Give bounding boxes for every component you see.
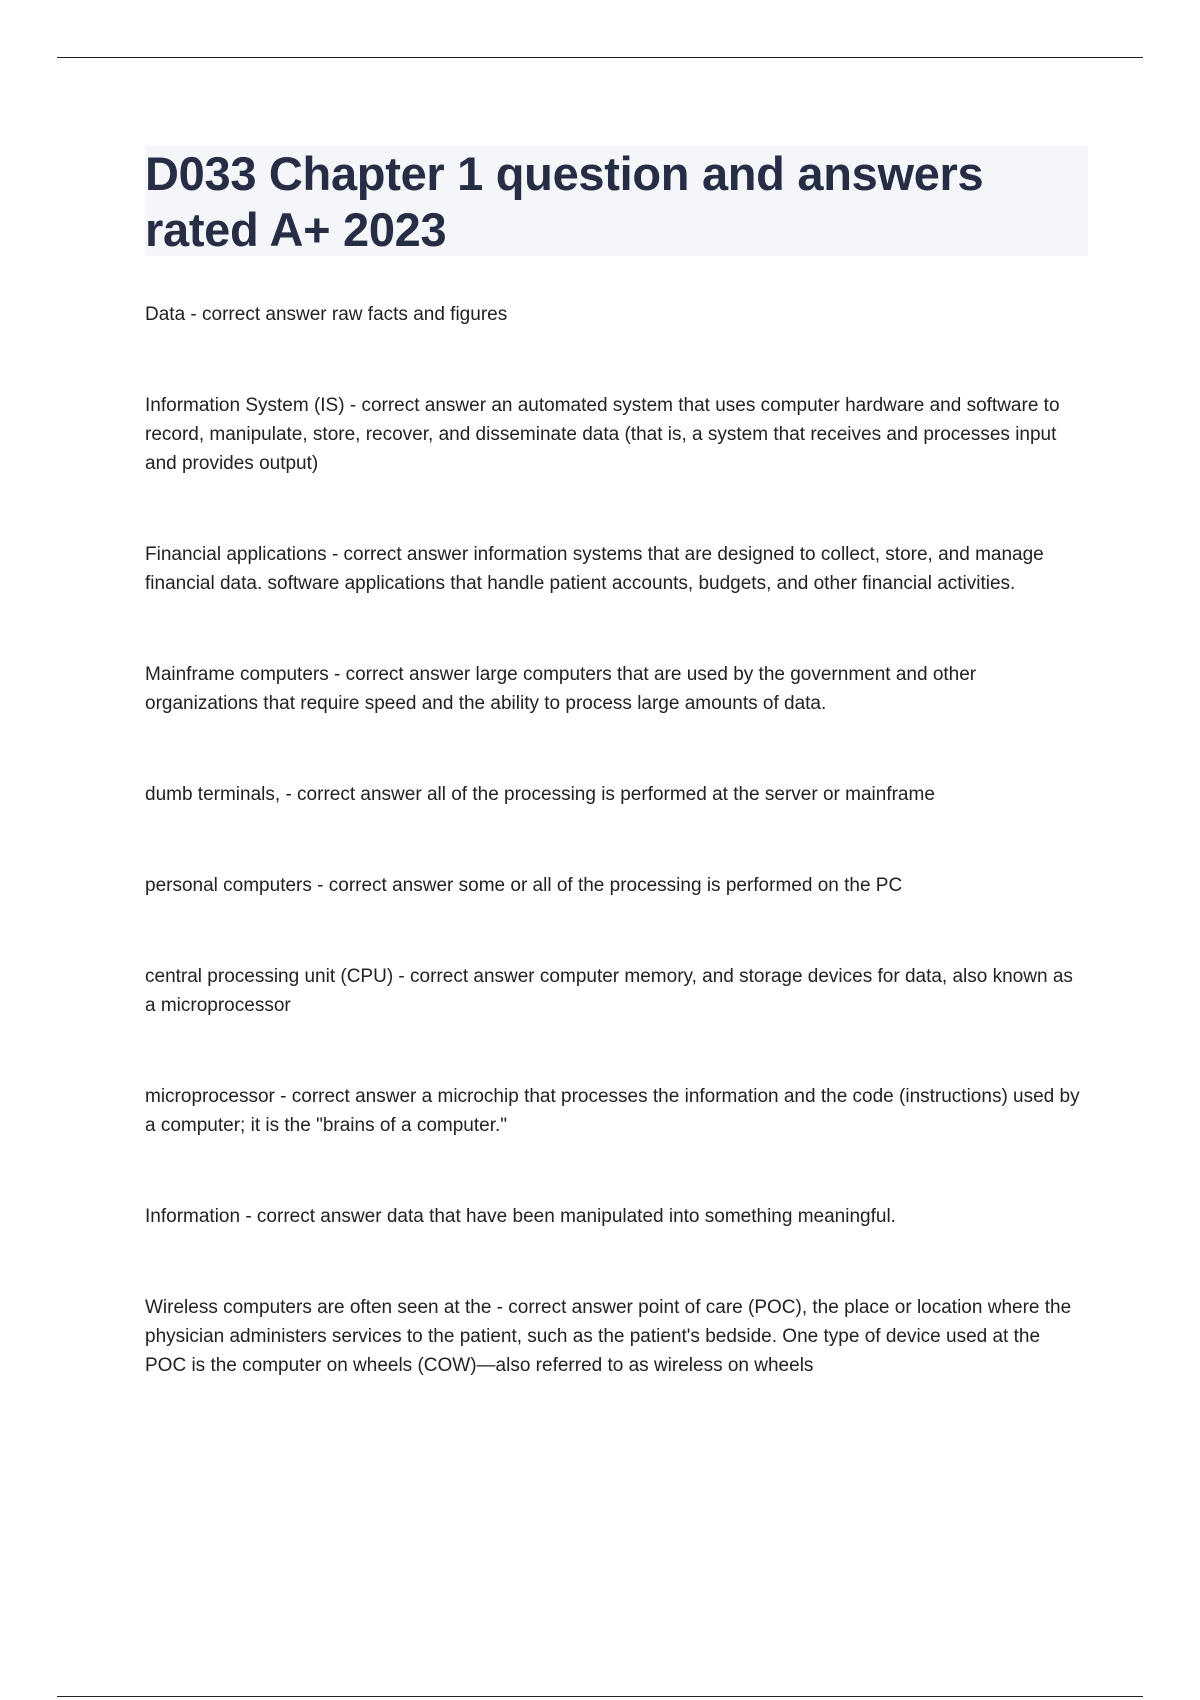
qa-answer: computer memory, and storage devices for data, also known as a microprocessor: [145, 966, 1073, 1016]
qa-separator: - correct answer: [280, 784, 427, 805]
qa-separator: - correct answer: [328, 664, 476, 685]
qa-separator: - correct answer: [185, 304, 332, 325]
qa-entry: [145, 1293, 1080, 1380]
qa-term: dumb terminals,: [145, 784, 281, 805]
qa-term: Data: [145, 304, 186, 325]
qa-separator: - correct answer: [393, 966, 540, 987]
qa-answer: raw facts and figures: [331, 304, 508, 325]
qa-answer: an automated system that uses computer hardware and software to record, manipulate, store, recover, and disseminate data (that is, a system that receives and processes input and provides output): [145, 395, 1060, 474]
qa-entry: [145, 1202, 1080, 1231]
qa-term: personal computers: [145, 875, 312, 896]
qa-term: Mainframe computers: [145, 664, 329, 685]
qa-term: Information System (IS): [145, 395, 345, 416]
bottom-divider: [57, 1696, 1143, 1697]
qa-answer: information systems that are designed to collect, store, and manage financial data. software applications that handle patient accounts, budgets, and other financial activities.: [145, 544, 1044, 594]
qa-answer: large computers that are used by the government and other organizations that require speed and the ability to process large amounts of data.: [145, 664, 977, 714]
qa-separator: - correct answer: [491, 1297, 639, 1318]
qa-list: [145, 300, 1080, 1442]
qa-answer: data that have been manipulated into something meaningful.: [386, 1206, 896, 1227]
qa-separator: - correct answer: [274, 1086, 422, 1107]
qa-term: Financial applications: [145, 544, 327, 565]
qa-entry: [145, 391, 1080, 478]
qa-term: Wireless computers are often seen at the: [145, 1297, 492, 1318]
qa-entry: [145, 962, 1080, 1020]
qa-answer: some or all of the processing is performed on the PC: [458, 875, 903, 896]
page-title: D033 Chapter 1 question and answers rated A+ 2023: [145, 147, 984, 256]
qa-entry: [145, 780, 1080, 809]
qa-answer: point of care (POC), the place or location where the physician administers services to the patient, such as the patient's bedside. One type of device used at the POC is the computer on wheels (COW)—also referred to as wireless on wheels: [145, 1297, 1072, 1376]
top-divider: [57, 57, 1143, 58]
qa-separator: - correct answer: [344, 395, 492, 416]
qa-separator: - correct answer: [311, 875, 459, 896]
qa-term: central processing unit (CPU): [145, 966, 394, 987]
qa-entry: [145, 540, 1080, 598]
title-banner: [145, 146, 1088, 256]
qa-separator: - correct answer: [240, 1206, 387, 1227]
qa-answer: a microchip that processes the information and the code (instructions) used by a computer; it is the "brains of a computer.": [145, 1086, 1080, 1136]
qa-answer: all of the processing is performed at the server or mainframe: [426, 784, 935, 805]
qa-term: microprocessor: [145, 1086, 275, 1107]
qa-separator: - correct answer: [326, 544, 474, 565]
qa-entry: [145, 660, 1080, 718]
qa-term: Information: [145, 1206, 241, 1227]
qa-entry: [145, 1082, 1080, 1140]
qa-entry: [145, 300, 1080, 329]
qa-entry: [145, 871, 1080, 900]
